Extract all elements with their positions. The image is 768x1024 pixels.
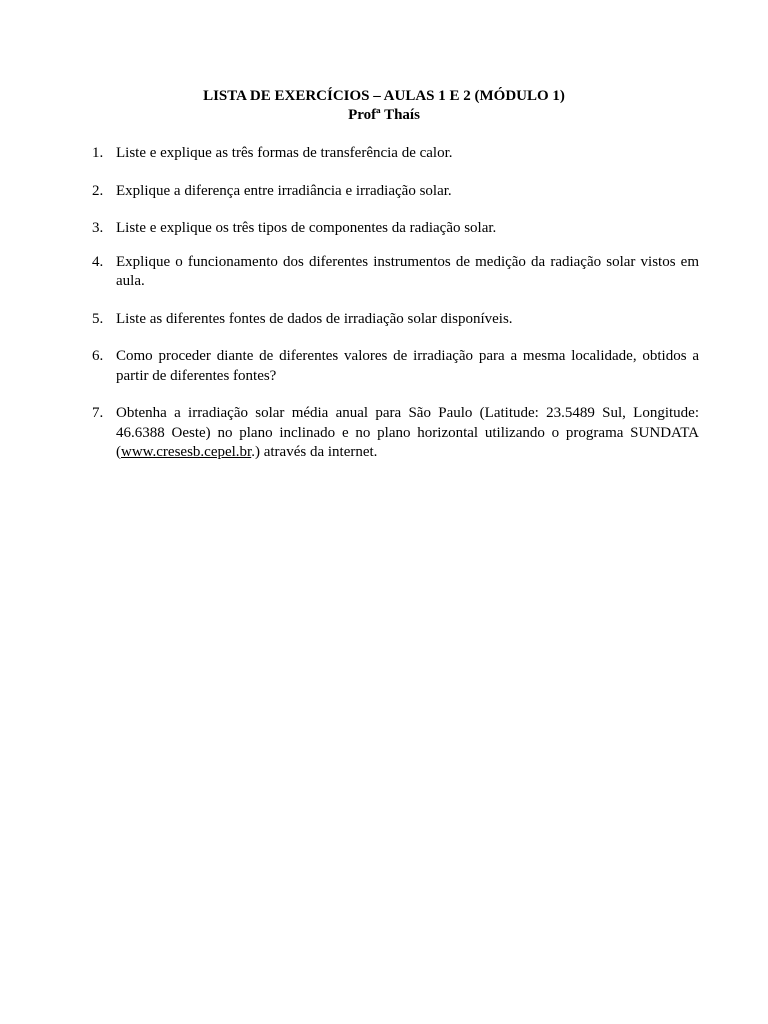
cresesb-link[interactable]: www.cresesb.cepel.br — [121, 444, 252, 460]
item-number: 2. — [92, 182, 104, 199]
item-number: 1. — [92, 145, 104, 161]
item-text: Liste as diferentes fontes de dados de irradiação solar disponíveis. — [116, 310, 513, 327]
item-number: 6. — [92, 348, 104, 364]
item-text: Liste e explique as três formas de transferência de calor. — [116, 145, 453, 161]
list-item — [92, 144, 699, 164]
item-number: 5. — [92, 310, 104, 327]
list-item — [92, 182, 699, 202]
document-header — [0, 87, 768, 125]
item-text: Explique o funcionamento dos diferentes instrumentos de medição da radiação solar vistos em aula. — [116, 253, 699, 289]
item-text-after-link: .) através da internet. — [251, 444, 378, 460]
item-number: 4. — [92, 253, 104, 270]
list-item — [92, 404, 699, 463]
item-number: 3. — [92, 220, 104, 236]
list-item — [92, 310, 699, 330]
page-title: LISTA DE EXERCÍCIOS – AULAS 1 E 2 (MÓDULO 1) — [203, 88, 565, 104]
item-text: Explique a diferença entre irradiância e irradiação solar. — [116, 182, 452, 199]
item-text: Como proceder diante de diferentes valores de irradiação para a mesma localidade, obtidos a partir de diferentes fontes? — [116, 348, 699, 384]
item-text-before-link: Obtenha a irradiação solar média anual para São Paulo (Latitude: 23.5489 Sul, Longitude: 46.6388 Oeste) no plano inclinado e no plano horizontal utilizando o programa SUNDATA ( — [116, 405, 699, 460]
list-item — [92, 347, 699, 386]
item-text: Liste e explique os três tipos de componentes da radiação solar. — [116, 220, 497, 236]
page-subtitle: Profª Thaís — [348, 107, 420, 123]
exercise-list — [92, 144, 699, 463]
list-item — [92, 253, 699, 292]
item-number: 7. — [92, 405, 104, 421]
list-item — [92, 219, 699, 239]
